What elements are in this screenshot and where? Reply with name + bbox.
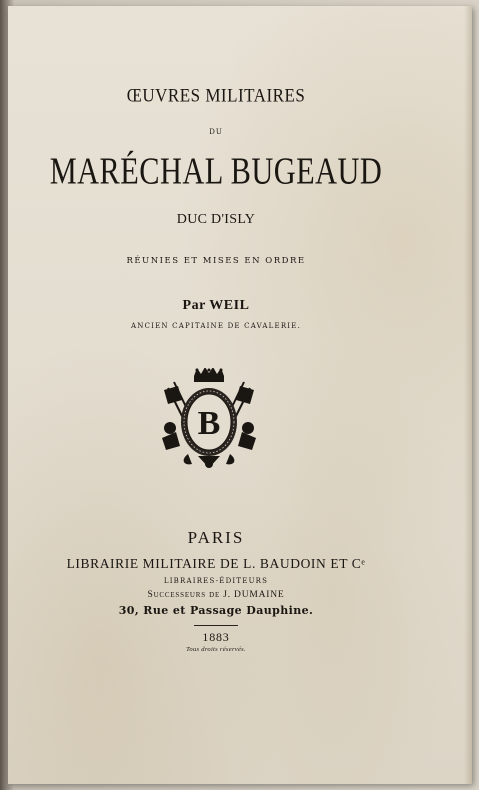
city: PARIS	[187, 528, 245, 547]
publication-year: 1883	[202, 630, 230, 644]
publisher-name: LIBRAIRIE MILITAIRE DE L. BAUDOIN ET Cᵉ	[66, 556, 366, 571]
emblem-letter: B	[197, 405, 221, 442]
publisher-emblem	[160, 368, 258, 472]
publisher-role: LIBRAIRES-ÉDITEURS	[163, 577, 269, 585]
successors-line: Successeurs de J. DUMAINE	[147, 590, 285, 600]
publisher-address: 30, Rue et Passage Dauphine.	[118, 604, 314, 617]
author-title: DUC D'ISLY	[176, 212, 256, 227]
rights-notice: Tous droits réservés.	[186, 646, 246, 653]
page-edge-shadow	[464, 6, 472, 784]
editor-name: Par WEIL	[182, 298, 250, 313]
divider-rule	[194, 625, 238, 626]
editor-rank: ANCIEN CAPITAINE DE CAVALERIE.	[131, 322, 301, 330]
title-page	[8, 6, 472, 784]
series-title: ŒUVRES MILITAIRES	[126, 85, 306, 106]
compiled-label: RÉUNIES ET MISES EN ORDRE	[126, 256, 306, 266]
author-name: MARÉCHAL BUGEAUD	[49, 151, 383, 193]
du-label: DU	[209, 128, 223, 136]
